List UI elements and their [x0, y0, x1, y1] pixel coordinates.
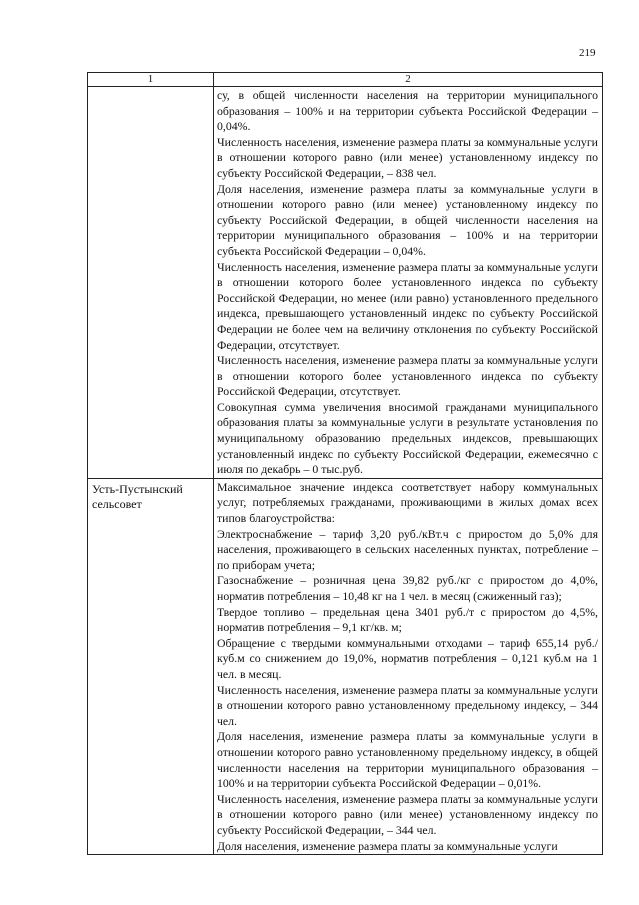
paragraph: Твердое топливо – предельная цена 3401 руб./т с приростом до 4,5%, норматив потребления – 9,1 кг/кв. м; — [217, 604, 598, 635]
paragraph: Обращение с твердыми коммунальными отходами – тариф 655,14 руб./куб.м со снижением до 19,0%, норматив потребления – 0,121 куб.м на 1 чел. в месяц. — [217, 635, 598, 681]
document-table — [87, 72, 603, 855]
table-row — [88, 87, 603, 479]
row-name-cell — [88, 87, 214, 479]
paragraph: Совокупная сумма увеличения вносимой гражданами муниципального образования платы за коммунальные услуги в результате установления по муниципальному образованию предельных индексов, превышающих установленный индекс по субъекту Российской Федерации, ежемесячно с июля по декабрь – 0 тыс.руб. — [217, 399, 598, 477]
paragraph: Максимальное значение индекса соответствует набору коммунальных услуг, потребляемых гражданами, проживающими в жилых домах всех типов благоустройства: — [217, 479, 598, 526]
paragraph: Электроснабжение – тариф 3,20 руб./кВт.ч с приростом до 5,0% для населения, проживающего в сельских населенных пунктах, потребление – по приборам учета; — [217, 526, 598, 572]
paragraph: Численность населения, изменение размера платы за коммунальные услуги в отношении которого равно установленному предельному индексу, – 344 чел. — [217, 682, 598, 728]
table-row — [88, 478, 603, 854]
paragraph: Газоснабжение – розничная цена 39,82 руб./кг с приростом до 4,0%, норматив потребления – 10,48 кг на 1 чел. в месяц (сжиженный газ); — [217, 573, 598, 603]
column-header-2: 2 — [214, 73, 603, 87]
paragraph: Доля населения, изменение размера платы за коммунальные услуги в отношении которого равно (или менее) установленному индексу по субъекту Российской Федерации, в общей численности населения на территории муниципального образования – 100% и на территории субъекта Российской Федерации – 0,04%. — [217, 181, 598, 258]
paragraph: Численность населения, изменение размера платы за коммунальные услуги в отношении которого равно (или менее) установленному индексу по субъекту Российской Федерации, – 838 чел. — [217, 134, 598, 180]
paragraph: Доля населения, изменение размера платы за коммунальные услуги — [217, 838, 558, 853]
paragraph: Доля населения, изменение размера платы за коммунальные услуги в отношении которого равно установленному предельному индексу, в общей численности населения на территории муниципального образования – 100% и на территории субъекта Российской Федерации – 0,01%. — [217, 729, 598, 791]
row-name-cell: Усть-Пустынский сельсовет — [88, 478, 214, 854]
paragraph: Численность населения, изменение размера платы за коммунальные услуги в отношении которого более установленного индекса по субъекту Российской Федерации, отсутствует. — [217, 353, 598, 399]
page-number: 219 — [579, 47, 596, 59]
column-header-1: 1 — [88, 73, 214, 87]
paragraph: су, в общей численности населения на территории муниципального образования – 100% и на территории субъекта Российской Федерации – 0,04%. — [217, 88, 598, 134]
row-content-cell — [214, 87, 603, 479]
row-content-cell — [214, 478, 603, 854]
paragraph: Численность населения, изменение размера платы за коммунальные услуги в отношении которого равно (или менее) установленному индексу по субъекту Российской Федерации, – 344 чел. — [217, 791, 598, 837]
paragraph: Численность населения, изменение размера платы за коммунальные услуги в отношении которого более установленного индекса по субъекту Российской Федерации, но менее (или равно) установленного предельного индекса, превышающего установленный индекс по субъекту Российской Федерации не более чем на величину отклонения по субъекту Российской Федерации, отсутствует. — [217, 259, 598, 352]
table-header-row — [88, 73, 603, 87]
